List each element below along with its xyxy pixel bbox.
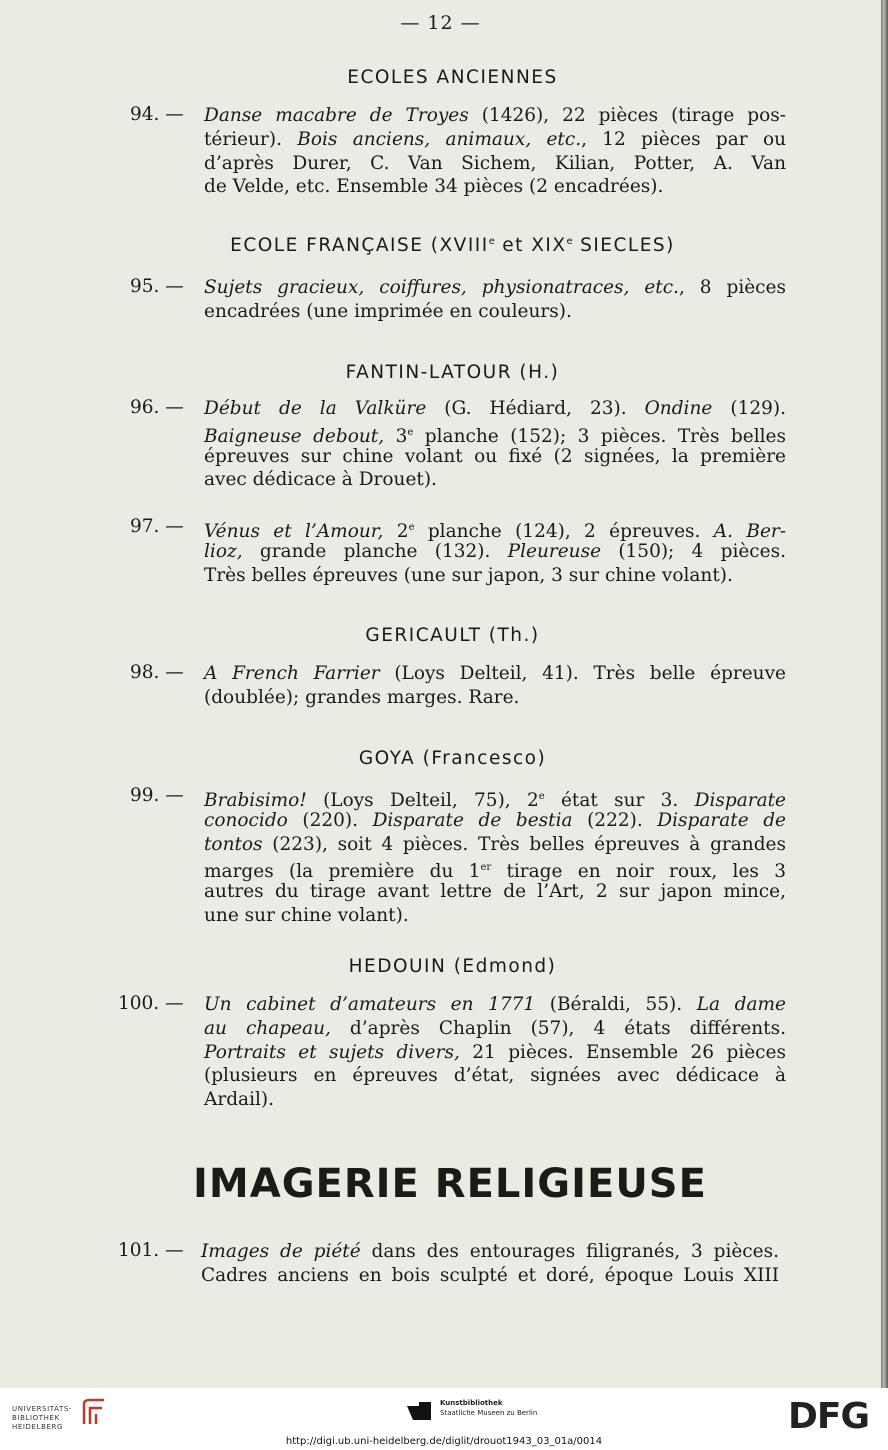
entry-number: 101. — [118, 1240, 184, 1261]
text-line: conocido (220). Disparate de bestia (222). Disparate de [204, 809, 786, 831]
text-line: Un cabinet d’amateurs en 1771 (Béraldi, 55). La dame [204, 994, 786, 1015]
entry-number: 97. — [130, 516, 184, 537]
text-line: au chapeau, d’après Chaplin (57), 4 états différents. [204, 1017, 786, 1039]
entry-text [204, 397, 786, 492]
text-line: lioz, grande planche (132). Pleureuse (150); 4 pièces. [204, 540, 786, 562]
section-heading: ECOLES ANCIENNES [347, 67, 558, 88]
entry-number: 95. — [130, 276, 184, 297]
source-url[interactable]: http://digi.ub.uni-heidelberg.de/diglit/drouot1943_03_01a/0014 [285, 1436, 603, 1447]
text-line: Vénus et l’Amour, 2e planche (124), 2 épreuves. A. Ber- [204, 521, 786, 542]
dfg-logo[interactable]: DFG [788, 1396, 870, 1437]
text-line: encadrées (une imprimée en couleurs). [204, 300, 572, 322]
heidelberg-logo-icon [80, 1398, 108, 1428]
entry-text [204, 785, 786, 928]
text-line: Baigneuse debout, 3e planche (152); 3 pièces. Très belles [204, 425, 786, 447]
section-heading: FANTIN-LATOUR (H.) [345, 362, 560, 383]
text-line: Sujets gracieux, coiffures, physionatraces, etc., 8 pièces [204, 277, 786, 298]
entry-number: 100. — [118, 993, 184, 1014]
entry-number: 98. — [130, 662, 184, 683]
entry-text [204, 516, 786, 587]
entry-text [204, 104, 786, 199]
entry-number: 96. — [130, 397, 184, 418]
entry-number: 99. — [130, 785, 184, 806]
section-heading: HEDOUIN (Edmond) [348, 956, 557, 977]
entry-number: 94. — [130, 104, 184, 125]
text-line: Ardail). [204, 1089, 275, 1111]
text-line: une sur chine volant). [204, 904, 409, 926]
text-line: avec dédicace à Drouet). [204, 469, 437, 491]
page-number: — 12 — [400, 12, 481, 34]
section-heading: ECOLE FRANÇAISE (XVIIIe et XIXe SIECLES) [230, 235, 675, 256]
kunstbibliothek-label[interactable]: Kunstbibliothek Staatliche Museen zu Berlin [440, 1399, 538, 1417]
text-line: d’après Durer, C. Van Sichem, Kilian, Potter, A. Van [204, 152, 786, 174]
section-heading: GERICAULT (Th.) [365, 625, 540, 646]
text-line: tontos (223), soit 4 pièces. Très belles épreuves à grandes [204, 833, 786, 855]
big-section-title: IMAGERIE RELIGIEUSE [193, 1161, 707, 1207]
entry-text [204, 993, 786, 1112]
text-line: de Velde, etc. Ensemble 34 pièces (2 encadrées). [204, 176, 664, 198]
text-line: (plusieurs en épreuves d’état, signées avec dédicace à [204, 1065, 786, 1087]
text-line: Très belles épreuves (une sur japon, 3 sur chine volant). [204, 564, 733, 586]
text-line: Images de piété dans des entourages filigranés, 3 pièces. [201, 1241, 779, 1262]
text-line: Portraits et sujets divers, 21 pièces. Ensemble 26 pièces [204, 1041, 786, 1063]
text-line: Danse macabre de Troyes (1426), 22 pièces (tirage pos- [204, 105, 786, 126]
page-edge [881, 0, 888, 1388]
text-line: Brabisimo! (Loys Delteil, 75), 2e état sur 3. Disparate [204, 790, 786, 811]
text-line: Cadres anciens en bois sculpté et doré, époque Louis XIII [201, 1264, 779, 1286]
entry-text [204, 276, 786, 324]
text-line: térieur). Bois anciens, animaux, etc., 12 pièces par ou [204, 128, 787, 150]
section-heading: GOYA (Francesco) [358, 748, 547, 769]
text-line: marges (la première du 1er tirage en noir roux, les 3 [204, 861, 786, 883]
text-line: Début de la Valküre (G. Hédiard, 23). Ondine (129). [204, 398, 786, 419]
text-line: autres du tirage avant lettre de l’Art, 2 sur japon mince, [204, 881, 786, 903]
entry-text [204, 662, 786, 710]
text-line: (doublée); grandes marges. Rare. [204, 686, 520, 708]
text-line: épreuves sur chine volant ou fixé (2 signées, la première [204, 445, 786, 467]
entry-text [201, 1240, 779, 1288]
library-name[interactable]: UNIVERSITÄTS- BIBLIOTHEK HEIDELBERG [12, 1405, 73, 1431]
text-line: A French Farrier (Loys Delteil, 41). Très belle épreuve [204, 663, 786, 684]
kunstbibliothek-logo-icon [405, 1398, 433, 1422]
